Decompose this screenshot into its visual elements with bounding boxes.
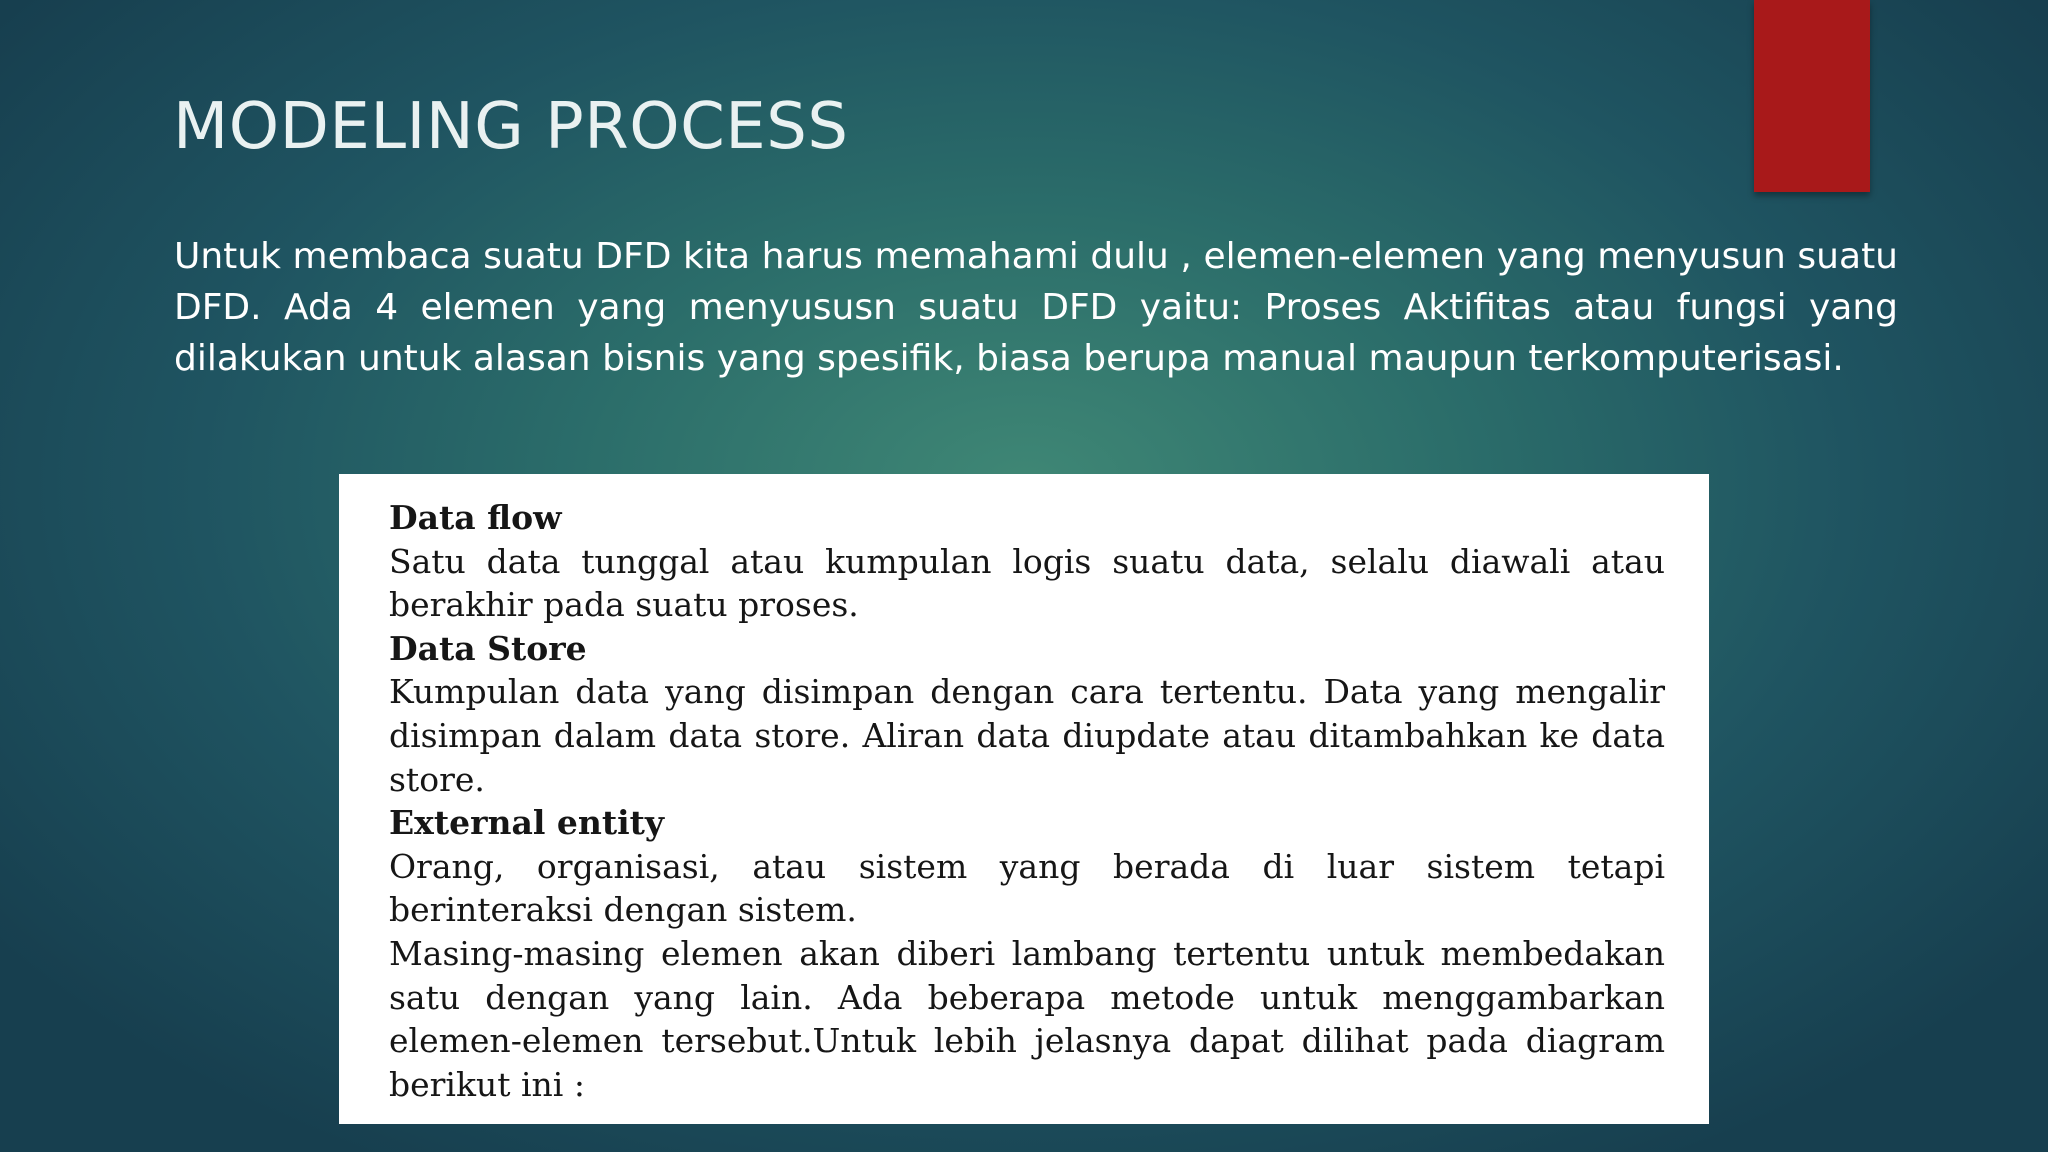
data-flow-text: Satu data tunggal atau kumpulan logis suatu data, selalu diawali atau berakhir pada suatu proses. [389,541,1665,625]
red-accent-bar [1754,0,1870,192]
definition-image-box [339,474,1709,1124]
external-entity-text: Orang, organisasi, atau sistem yang berada di luar sistem tetapi berinteraksi dengan sistem. [389,846,1665,930]
closing-text: Masing-masing elemen akan diberi lambang tertentu untuk membedakan satu dengan yang lain. Ada beberapa metode untuk menggambarkan elemen-elemen tersebut.Untuk lebih jelasnya dapat dilihat pada diagram berikut ini : [389,933,1665,1104]
intro-paragraph: Untuk membaca suatu DFD kita harus memahami dulu , elemen-elemen yang menyusun suatu DFD. Ada 4 elemen yang menyususn suatu DFD yaitu: Proses Aktifitas atau fungsi yang dilakukan untuk alasan bisnis yang spesifik, biasa berupa manual maupun terkomputerisasi. [174,236,1898,379]
data-store-text: Kumpulan data yang disimpan dengan cara tertentu. Data yang mengalir disimpan dalam data store. Aliran data diupdate atau ditambahkan ke data store. [389,672,1665,799]
data-flow-heading: Data flow [389,498,562,537]
slide-title: MODELING PROCESS [173,90,849,164]
external-entity-heading: External entity [389,803,665,843]
data-store-heading: Data Store [389,628,587,668]
